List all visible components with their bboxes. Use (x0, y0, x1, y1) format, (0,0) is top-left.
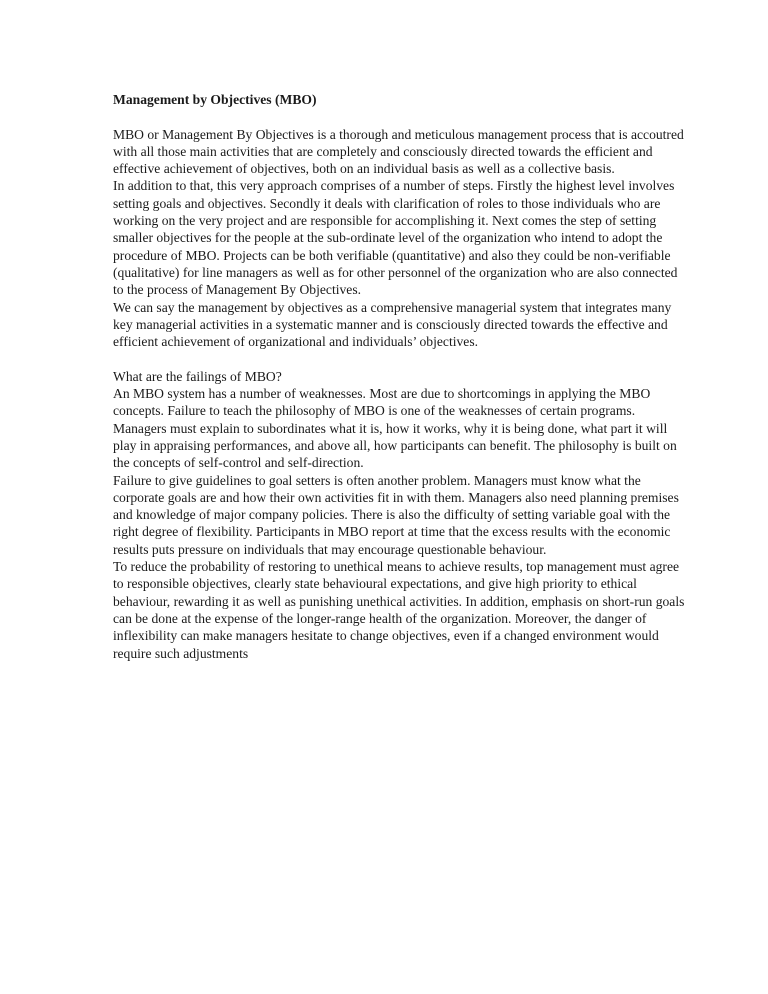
document-title: Management by Objectives (MBO) (113, 92, 317, 107)
paragraph-weaknesses: An MBO system has a number of weaknesses. Most are due to shortcomings in applying the MBO concepts. Failure to teach the philosophy of MBO is one of the weaknesses of certain programs. Managers must explain to subordinates what it is, how it works, why it is being done, what part it will play in appraising performances, and above all, how participants can benefit. The philosophy is built on the concepts of self-control and self-direction. (113, 386, 677, 471)
paragraph-steps: In addition to that, this very approach comprises of a number of steps. Firstly the highest level involves setting goals and objectives. Secondly it deals with clarification of roles to those individuals who are working on the very project and are responsible for accomplishing it. Next comes the step of setting smaller objectives for the people at the sub-ordinate level of the organization who intend to adopt the procedure of MBO. Projects can be both verifiable (quantitative) and also they could be non-verifiable (qualitative) for line managers as well as for other personnel of the organization who are also connected to the process of Management By Objectives. (113, 178, 678, 298)
paragraph-guidelines: Failure to give guidelines to goal setters is often another problem. Managers must know what the corporate goals are and how their own activities fit in with them. Managers also need planning premises and knowledge of major company policies. There is also the difficulty of setting variable goal with the right degree of flexibility. Participants in MBO report at time that the excess results with the economic results puts pressure on individuals that may encourage questionable behaviour. (113, 472, 679, 557)
document-body (113, 91, 685, 662)
paragraph-reduce-probability: To reduce the probability of restoring to unethical means to achieve results, top management must agree to responsible objectives, clearly state behavioural expectations, and give high priority to ethical behaviour, rewarding it as well as punishing unethical activities. In addition, emphasis on short-run goals can be done at the expense of the longer-range health of the organization. Moreover, the danger of inflexibility can make managers hesitate to change objectives, even if a changed environment would require such adjustments (113, 559, 685, 661)
paragraph-spacer (113, 350, 685, 367)
paragraph-summary: We can say the management by objectives as a comprehensive managerial system that integrates many key managerial activities in a systematic manner and is consciously directed towards the effective and efficient achievement of organizational and individuals’ objectives. (113, 299, 672, 350)
section-heading-failings: What are the failings of MBO? (113, 368, 282, 384)
paragraph-intro: MBO or Management By Objectives is a thorough and meticulous management process that is accoutred with all those main activities that are completely and consciously directed towards the efficient and effective achievement of objectives, both on an individual basis as well as a collective basis. (113, 126, 684, 177)
